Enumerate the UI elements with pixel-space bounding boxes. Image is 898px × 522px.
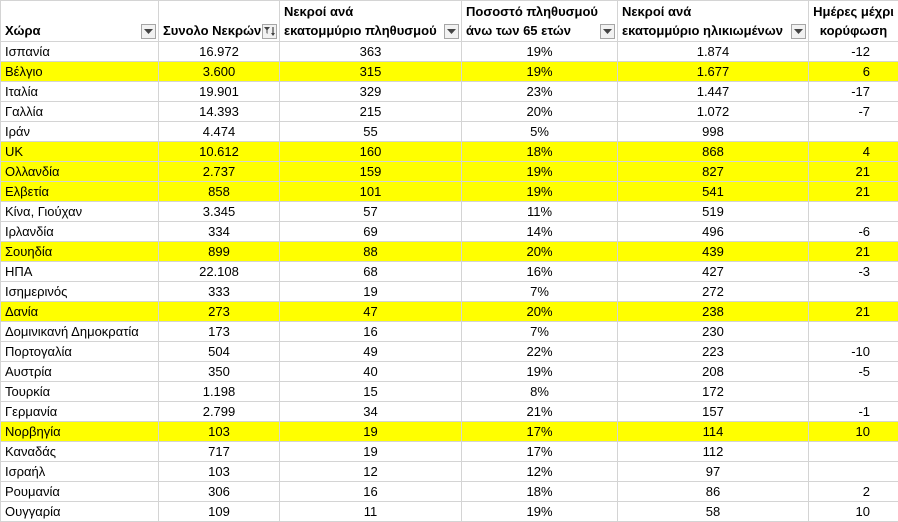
- cell-country[interactable]: Νορβηγία: [1, 422, 159, 442]
- header-deaths-per-million-elderly: [618, 1, 809, 42]
- dropdown-arrow-icon: [447, 29, 456, 35]
- cell-days-to-peak[interactable]: 10: [809, 422, 898, 442]
- header-per-million-line1: Νεκροί ανά: [284, 2, 439, 21]
- cell-country[interactable]: ΗΠΑ: [1, 262, 159, 282]
- cell-days-to-peak[interactable]: -17: [809, 82, 898, 102]
- cell-total-deaths[interactable]: 22.108: [159, 262, 280, 282]
- cell-days-to-peak[interactable]: [809, 122, 898, 142]
- table-row: [1, 482, 898, 502]
- cell-pct-over-65[interactable]: 7%: [462, 322, 618, 342]
- cell-country[interactable]: Δανία: [1, 302, 159, 322]
- cell-deaths-per-million-elderly[interactable]: 208: [618, 362, 809, 382]
- cell-pct-over-65[interactable]: 16%: [462, 262, 618, 282]
- header-row: [1, 1, 898, 42]
- cell-deaths-per-million-elderly[interactable]: 58: [618, 502, 809, 522]
- cell-total-deaths[interactable]: 2.737: [159, 162, 280, 182]
- cell-country[interactable]: Ολλανδία: [1, 162, 159, 182]
- cell-country[interactable]: Ιρλανδία: [1, 222, 159, 242]
- header-days-to-peak: [809, 1, 898, 42]
- cell-pct-over-65[interactable]: 19%: [462, 362, 618, 382]
- cell-deaths-per-million-elderly[interactable]: 272: [618, 282, 809, 302]
- cell-days-to-peak[interactable]: [809, 202, 898, 222]
- header-pct-over-65: [462, 1, 618, 42]
- cell-pct-over-65[interactable]: 20%: [462, 242, 618, 262]
- cell-deaths-per-million[interactable]: 12: [280, 462, 462, 482]
- cell-country[interactable]: Ιράν: [1, 122, 159, 142]
- table-row: [1, 242, 898, 262]
- cell-country[interactable]: Ουγγαρία: [1, 502, 159, 522]
- cell-total-deaths[interactable]: 350: [159, 362, 280, 382]
- cell-deaths-per-million-elderly[interactable]: 172: [618, 382, 809, 402]
- dropdown-arrow-icon: [144, 29, 153, 35]
- cell-pct-over-65[interactable]: 7%: [462, 282, 618, 302]
- cell-deaths-per-million[interactable]: 363: [280, 42, 462, 62]
- cell-total-deaths[interactable]: 173: [159, 322, 280, 342]
- cell-total-deaths[interactable]: 103: [159, 422, 280, 442]
- cell-country[interactable]: Καναδάς: [1, 442, 159, 462]
- cell-deaths-per-million-elderly[interactable]: 496: [618, 222, 809, 242]
- cell-total-deaths[interactable]: 3.345: [159, 202, 280, 222]
- header-elderly-line2: εκατομμύριο ηλικιωμένων: [622, 21, 786, 40]
- table-row: [1, 162, 898, 182]
- table-row: [1, 102, 898, 122]
- filter-dropdown-button[interactable]: [600, 24, 615, 39]
- cell-deaths-per-million-elderly[interactable]: 1.874: [618, 42, 809, 62]
- cell-days-to-peak[interactable]: 21: [809, 242, 898, 262]
- cell-total-deaths[interactable]: 14.393: [159, 102, 280, 122]
- dropdown-arrow-icon: [794, 29, 803, 35]
- cell-days-to-peak[interactable]: 21: [809, 302, 898, 322]
- cell-deaths-per-million[interactable]: 101: [280, 182, 462, 202]
- cell-country[interactable]: UK: [1, 142, 159, 162]
- cell-days-to-peak[interactable]: -5: [809, 362, 898, 382]
- cell-days-to-peak[interactable]: 21: [809, 162, 898, 182]
- cell-deaths-per-million[interactable]: 160: [280, 142, 462, 162]
- cell-pct-over-65[interactable]: 20%: [462, 102, 618, 122]
- cell-pct-over-65[interactable]: 17%: [462, 442, 618, 462]
- cell-pct-over-65[interactable]: 5%: [462, 122, 618, 142]
- cell-deaths-per-million-elderly[interactable]: 97: [618, 462, 809, 482]
- cell-deaths-per-million[interactable]: 19: [280, 282, 462, 302]
- cell-deaths-per-million[interactable]: 88: [280, 242, 462, 262]
- cell-pct-over-65[interactable]: 18%: [462, 142, 618, 162]
- cell-deaths-per-million-elderly[interactable]: 439: [618, 242, 809, 262]
- cell-deaths-per-million-elderly[interactable]: 868: [618, 142, 809, 162]
- cell-deaths-per-million-elderly[interactable]: 223: [618, 342, 809, 362]
- cell-total-deaths[interactable]: 899: [159, 242, 280, 262]
- cell-days-to-peak[interactable]: 21: [809, 182, 898, 202]
- header-per-million-line2: εκατομμύριο πληθυσμού: [284, 21, 439, 40]
- cell-pct-over-65[interactable]: 19%: [462, 62, 618, 82]
- cell-days-to-peak[interactable]: [809, 442, 898, 462]
- filter-dropdown-button[interactable]: [791, 24, 806, 39]
- cell-total-deaths[interactable]: 273: [159, 302, 280, 322]
- sort-filter-button[interactable]: [262, 24, 277, 39]
- cell-deaths-per-million[interactable]: 57: [280, 202, 462, 222]
- cell-country[interactable]: Κίνα, Γιούχαν: [1, 202, 159, 222]
- cell-days-to-peak[interactable]: [809, 282, 898, 302]
- cell-total-deaths[interactable]: 16.972: [159, 42, 280, 62]
- cell-pct-over-65[interactable]: 19%: [462, 162, 618, 182]
- cell-deaths-per-million-elderly[interactable]: 86: [618, 482, 809, 502]
- cell-pct-over-65[interactable]: 12%: [462, 462, 618, 482]
- cell-pct-over-65[interactable]: 14%: [462, 222, 618, 242]
- cell-pct-over-65[interactable]: 19%: [462, 182, 618, 202]
- header-total-deaths: [159, 1, 280, 42]
- cell-deaths-per-million[interactable]: 16: [280, 482, 462, 502]
- cell-deaths-per-million-elderly[interactable]: 998: [618, 122, 809, 142]
- table-row: [1, 302, 898, 322]
- cell-deaths-per-million[interactable]: 11: [280, 502, 462, 522]
- cell-total-deaths[interactable]: 858: [159, 182, 280, 202]
- cell-deaths-per-million-elderly[interactable]: 238: [618, 302, 809, 322]
- cell-deaths-per-million[interactable]: 15: [280, 382, 462, 402]
- table-row: [1, 382, 898, 402]
- table-row: [1, 402, 898, 422]
- cell-deaths-per-million-elderly[interactable]: 157: [618, 402, 809, 422]
- cell-country[interactable]: Ρουμανία: [1, 482, 159, 502]
- cell-country[interactable]: Σουηδία: [1, 242, 159, 262]
- filter-dropdown-button[interactable]: [444, 24, 459, 39]
- cell-country[interactable]: Δομινικανή Δημοκρατία: [1, 322, 159, 342]
- header-country: [1, 1, 159, 42]
- cell-total-deaths[interactable]: 334: [159, 222, 280, 242]
- cell-deaths-per-million-elderly[interactable]: 1.447: [618, 82, 809, 102]
- cell-total-deaths[interactable]: 717: [159, 442, 280, 462]
- cell-country[interactable]: Ισπανία: [1, 42, 159, 62]
- cell-pct-over-65[interactable]: 21%: [462, 402, 618, 422]
- cell-country[interactable]: Ισημερινός: [1, 282, 159, 302]
- header-days-line2: κορύφωση: [813, 21, 894, 40]
- cell-pct-over-65[interactable]: 20%: [462, 302, 618, 322]
- cell-deaths-per-million-elderly[interactable]: 1.072: [618, 102, 809, 122]
- cell-deaths-per-million-elderly[interactable]: 112: [618, 442, 809, 462]
- cell-pct-over-65[interactable]: 23%: [462, 82, 618, 102]
- cell-deaths-per-million[interactable]: 47: [280, 302, 462, 322]
- cell-deaths-per-million[interactable]: 55: [280, 122, 462, 142]
- cell-country[interactable]: Ισραήλ: [1, 462, 159, 482]
- table-row: [1, 42, 898, 62]
- cell-total-deaths[interactable]: 4.474: [159, 122, 280, 142]
- cell-days-to-peak[interactable]: -7: [809, 102, 898, 122]
- cell-deaths-per-million[interactable]: 68: [280, 262, 462, 282]
- dropdown-arrow-icon: [603, 29, 612, 35]
- cell-total-deaths[interactable]: 109: [159, 502, 280, 522]
- cell-country[interactable]: Βέλγιο: [1, 62, 159, 82]
- cell-deaths-per-million[interactable]: 49: [280, 342, 462, 362]
- cell-total-deaths[interactable]: 504: [159, 342, 280, 362]
- cell-deaths-per-million[interactable]: 19: [280, 442, 462, 462]
- cell-total-deaths[interactable]: 333: [159, 282, 280, 302]
- cell-total-deaths[interactable]: 3.600: [159, 62, 280, 82]
- sort-descending-filter-icon: [264, 26, 276, 37]
- cell-deaths-per-million[interactable]: 19: [280, 422, 462, 442]
- cell-country[interactable]: Ιταλία: [1, 82, 159, 102]
- cell-deaths-per-million[interactable]: 16: [280, 322, 462, 342]
- cell-deaths-per-million[interactable]: 315: [280, 62, 462, 82]
- table-row: [1, 342, 898, 362]
- cell-total-deaths[interactable]: 103: [159, 462, 280, 482]
- table-row: [1, 362, 898, 382]
- cell-days-to-peak[interactable]: 6: [809, 62, 898, 82]
- table-row: [1, 462, 898, 482]
- cell-pct-over-65[interactable]: 18%: [462, 482, 618, 502]
- cell-deaths-per-million-elderly[interactable]: 827: [618, 162, 809, 182]
- header-deaths-per-million: [280, 1, 462, 42]
- cell-total-deaths[interactable]: 2.799: [159, 402, 280, 422]
- table-row: [1, 142, 898, 162]
- table-row: [1, 262, 898, 282]
- cell-days-to-peak[interactable]: [809, 322, 898, 342]
- cell-deaths-per-million-elderly[interactable]: 427: [618, 262, 809, 282]
- cell-country[interactable]: Γαλλία: [1, 102, 159, 122]
- cell-deaths-per-million[interactable]: 69: [280, 222, 462, 242]
- cell-deaths-per-million-elderly[interactable]: 114: [618, 422, 809, 442]
- cell-days-to-peak[interactable]: -12: [809, 42, 898, 62]
- cell-pct-over-65[interactable]: 19%: [462, 502, 618, 522]
- cell-deaths-per-million[interactable]: 329: [280, 82, 462, 102]
- cell-total-deaths[interactable]: 1.198: [159, 382, 280, 402]
- table-row: [1, 122, 898, 142]
- table-body: [1, 42, 898, 522]
- table-row: [1, 442, 898, 462]
- cell-days-to-peak[interactable]: [809, 462, 898, 482]
- cell-days-to-peak[interactable]: -6: [809, 222, 898, 242]
- cell-days-to-peak[interactable]: [809, 382, 898, 402]
- table-row: [1, 322, 898, 342]
- cell-country[interactable]: Ελβετία: [1, 182, 159, 202]
- header-pct65-line2: άνω των 65 ετών: [466, 21, 595, 40]
- header-deaths-label: Συνολο Νεκρών: [163, 21, 257, 40]
- cell-deaths-per-million-elderly[interactable]: 519: [618, 202, 809, 222]
- cell-total-deaths[interactable]: 306: [159, 482, 280, 502]
- table-row: [1, 202, 898, 222]
- table-row: [1, 282, 898, 302]
- table-row: [1, 82, 898, 102]
- cell-deaths-per-million[interactable]: 40: [280, 362, 462, 382]
- cell-deaths-per-million-elderly[interactable]: 541: [618, 182, 809, 202]
- cell-total-deaths[interactable]: 19.901: [159, 82, 280, 102]
- cell-deaths-per-million-elderly[interactable]: 230: [618, 322, 809, 342]
- table-row: [1, 182, 898, 202]
- cell-country[interactable]: Πορτογαλία: [1, 342, 159, 362]
- table-row: [1, 502, 898, 522]
- table-row: [1, 62, 898, 82]
- cell-total-deaths[interactable]: 10.612: [159, 142, 280, 162]
- header-pct65-line1: Ποσοστό πληθυσμού: [466, 2, 595, 21]
- table-row: [1, 422, 898, 442]
- cell-country[interactable]: Τουρκία: [1, 382, 159, 402]
- cell-days-to-peak[interactable]: 10: [809, 502, 898, 522]
- cell-deaths-per-million-elderly[interactable]: 1.677: [618, 62, 809, 82]
- cell-days-to-peak[interactable]: -10: [809, 342, 898, 362]
- header-country-label: Χώρα: [5, 21, 136, 40]
- cell-pct-over-65[interactable]: 19%: [462, 42, 618, 62]
- cell-pct-over-65[interactable]: 11%: [462, 202, 618, 222]
- cell-country[interactable]: Αυστρία: [1, 362, 159, 382]
- header-days-line1: Ημέρες μέχρι: [813, 2, 894, 21]
- cell-days-to-peak[interactable]: -1: [809, 402, 898, 422]
- cell-country[interactable]: Γερμανία: [1, 402, 159, 422]
- cell-deaths-per-million[interactable]: 34: [280, 402, 462, 422]
- table-row: [1, 222, 898, 242]
- cell-pct-over-65[interactable]: 8%: [462, 382, 618, 402]
- cell-deaths-per-million[interactable]: 159: [280, 162, 462, 182]
- cell-days-to-peak[interactable]: 2: [809, 482, 898, 502]
- filter-dropdown-button[interactable]: [141, 24, 156, 39]
- header-elderly-line1: Νεκροί ανά: [622, 2, 786, 21]
- cell-deaths-per-million[interactable]: 215: [280, 102, 462, 122]
- cell-days-to-peak[interactable]: -3: [809, 262, 898, 282]
- cell-days-to-peak[interactable]: 4: [809, 142, 898, 162]
- cell-pct-over-65[interactable]: 17%: [462, 422, 618, 442]
- cell-pct-over-65[interactable]: 22%: [462, 342, 618, 362]
